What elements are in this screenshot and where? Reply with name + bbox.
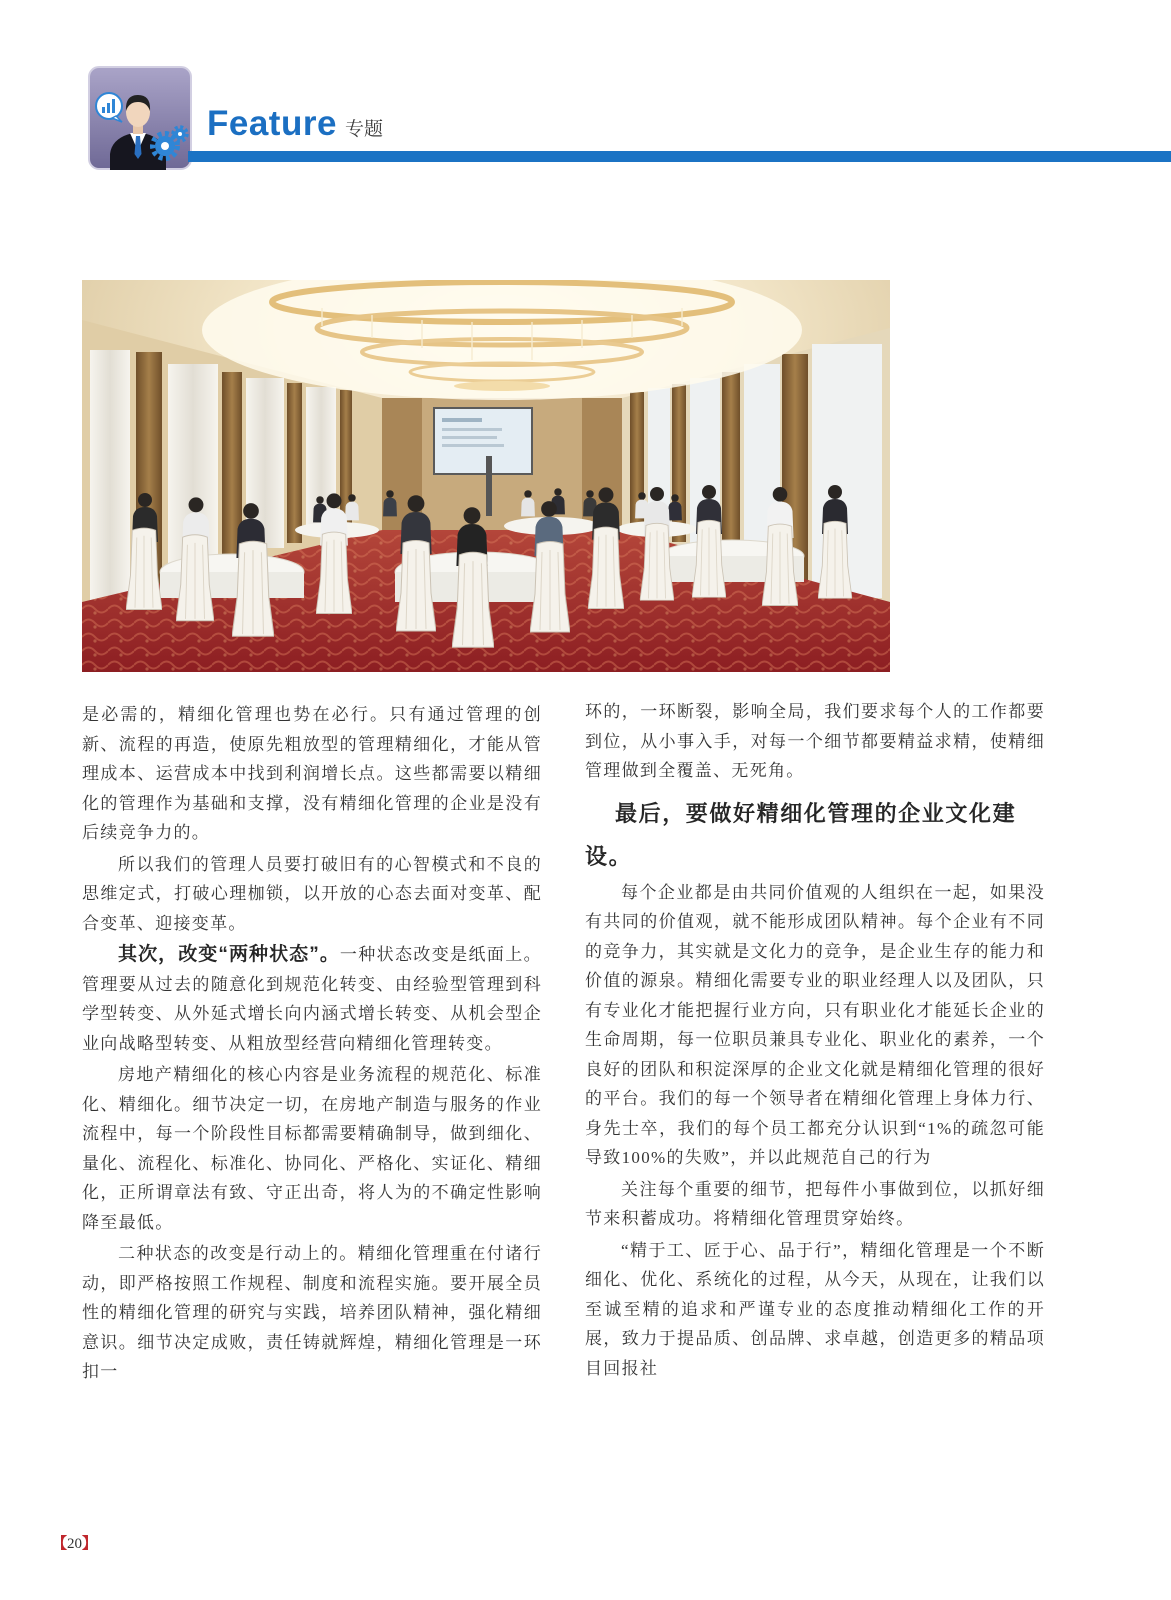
paragraph: 是必需的，精细化管理也势在必行。只有通过管理的创新、流程的再造，使原先粗放型的管理精细化，才能从管理成本、运营成本中找到利润增长点。这些都需要以精细化的管理作为基础和支撑，没有精细化管理的企业是没有后续竞争力的。 bbox=[82, 705, 542, 842]
paragraph: 每个企业都是由共同价值观的人组织在一起，如果没有共同的价值观，就不能形成团队精神。每个企业有不同的竞争力，其实就是文化力的竞争，是企业生存的能力和价值的源泉。精细化需要专业的职业经理人以及团队，只有专业化才能把握行业方向，只有职业化才能延长企业的生命周期，每一位职员兼具专业化、职业化的素养，一个良好的团队和积淀深厚的企业文化就是精细化管理的很好的平台。我们的每一个领导者在精细化管理上身体力行、身先士卒，我们的每个员工都充分认识到“1%的疏忽可能导致100%的失败”，并以此规范自己的行为 bbox=[585, 882, 1045, 1167]
presenter-gear-icon bbox=[88, 66, 192, 170]
article-column-right bbox=[585, 697, 1045, 1385]
page-number bbox=[52, 1532, 97, 1553]
paragraph: 二种状态的改变是行动上的。精细化管理重在付诸行动，即严格按照工作规程、制度和流程实施。要开展全员性的精细化管理的研究与实践，培养团队精神，强化精细意识。细节决定成败，责任铸就辉煌，精细化管理是一环扣一 bbox=[82, 1244, 542, 1381]
paragraph: 房地产精细化的核心内容是业务流程的规范化、标准化、精细化。细节决定一切，在房地产制造与服务的作业流程中，每一个阶段性目标都需要精确制导，做到细化、量化、流程化、标准化、协同化、严格化、实证化、精细化，正所谓章法有致、守正出奇，将人为的不确定性影响降至最低。 bbox=[82, 1065, 542, 1232]
section-heading: 最后，要做好精细化管理的企业文化建设。 bbox=[585, 800, 1017, 869]
page-number-value: 20 bbox=[67, 1536, 83, 1552]
section-heading: 其次，改变“两种状态”。 bbox=[118, 944, 340, 965]
paragraph: 所以我们的管理人员要打破旧有的心智模式和不良的思维定式，打破心理枷锁，以开放的心态去面对变革、配合变革、迎接变革。 bbox=[82, 854, 542, 933]
paragraph-text: 一种状态改变是纸面上。管理要从过去的随意化到规范化转变、由经验型管理到科学型转变、从外延式增长向内涵式增长转变、从机会型企业向战略型转变、从粗放型经营向精细化管理转变。 bbox=[82, 945, 542, 1053]
section-title-en: Feature bbox=[207, 104, 337, 143]
paragraph bbox=[82, 940, 542, 1058]
page-number-bracket-close: 】 bbox=[82, 1536, 98, 1552]
section-title bbox=[207, 104, 383, 144]
paragraph: “精于工、匠于心、品于行”，精细化管理是一个不断细化、优化、系统化的过程，从今天，从现在，让我们以至诚至精的追求和严谨专业的态度推动精细化工作的开展，致力于提品质、创品牌、求卓越，创造更多的精品项目回报社 bbox=[585, 1240, 1045, 1378]
paragraph: 关注每个重要的细节，把每件小事做到位，以抓好细节来积蓄成功。将精细化管理贯穿始终。 bbox=[585, 1179, 1045, 1228]
article-column-left bbox=[82, 700, 542, 1389]
section-title-cn: 专题 bbox=[344, 119, 383, 140]
page-number-bracket-open: 【 bbox=[52, 1536, 68, 1552]
header-rule bbox=[188, 151, 1171, 162]
paragraph: 环的，一环断裂，影响全局，我们要求每个人的工作都要到位，从小事入手，对每一个细节都要精益求精，使精细管理做到全覆盖、无死角。 bbox=[585, 702, 1045, 780]
conference-photo bbox=[82, 280, 890, 672]
